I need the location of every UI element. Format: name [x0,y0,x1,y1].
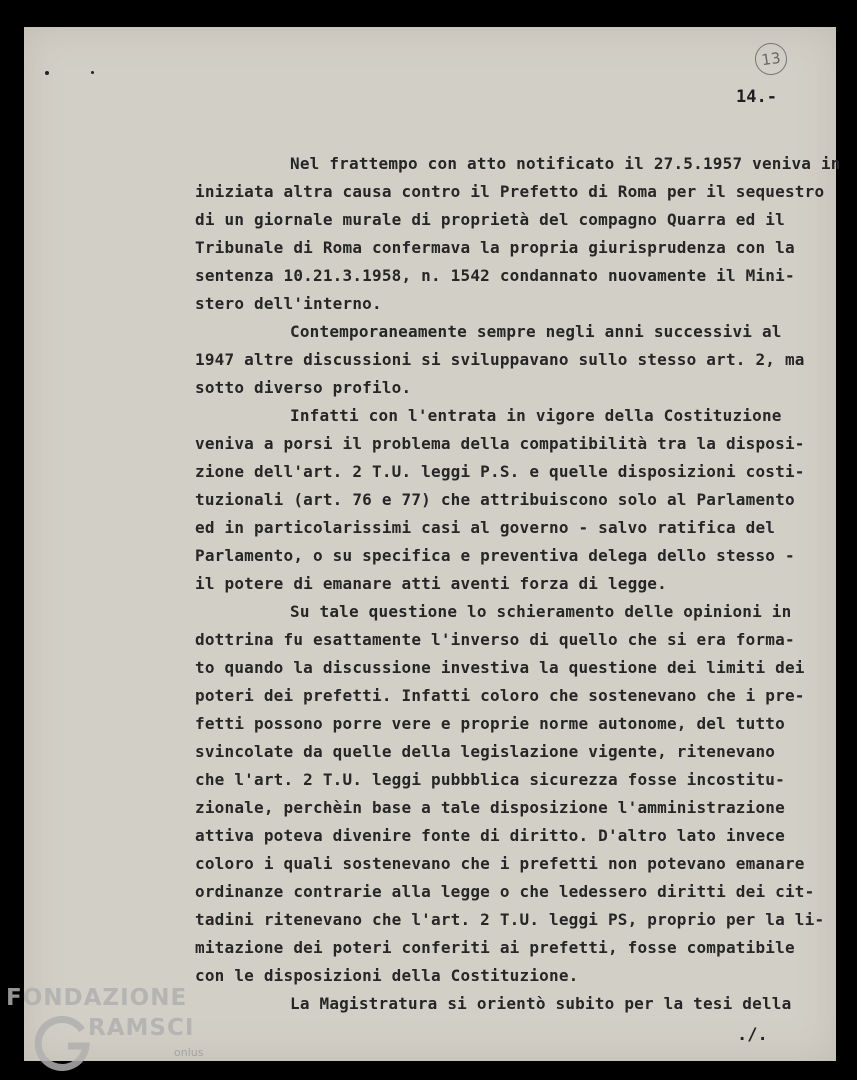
text-line: iniziata altra causa contro il Prefetto di Roma per il sequestro [195,182,825,201]
text-line: ordinanze contrarie alla legge o che ledessero diritti dei cit- [195,882,815,901]
text-line: to quando la discussione investiva la questione dei limiti dei [195,658,805,677]
text-line: Infatti con l'entrata in vigore della Costituzione [290,406,782,425]
text-line: veniva a porsi il problema della compatibilità tra la disposi- [195,434,805,453]
text-line: dottrina fu esattamente l'inverso di quello che si era forma- [195,630,795,649]
text-line: 1947 altre discussioni si sviluppavano sullo stesso art. 2, ma [195,350,805,369]
text-line: con le disposizioni della Costituzione. [195,966,579,985]
page-number: 14.- [736,87,777,107]
continuation-mark: ./. [737,1025,768,1045]
watermark-suffix: onlus [174,1046,204,1059]
text-line: sentenza 10.21.3.1958, n. 1542 condannato nuovamente il Mini- [195,266,795,285]
watermark-g-icon [34,1012,94,1072]
text-line: Parlamento, o su specifica e preventiva delega dello stesso - [195,546,795,565]
text-line: Nel frattempo con atto notificato il 27.5.1957 veniva in [290,154,841,173]
watermark-line2: RAMSCI [88,1015,195,1041]
text-line: sotto diverso profilo. [195,378,412,397]
archive-stamp-number: 13 [753,41,789,77]
text-line: di un giornale murale di proprietà del compagno Quarra ed il [195,210,785,229]
text-line: tuzionali (art. 76 e 77) che attribuiscono solo al Parlamento [195,490,795,509]
text-line: zionale, perchèin base a tale disposizione l'amministrazione [195,798,785,817]
text-line: La Magistratura si orientò subito per la tesi della [290,994,792,1013]
text-line: svincolate da quelle della legislazione vigente, ritenevano [195,742,776,761]
text-line: Tribunale di Roma confermava la propria giurisprudenza con la [195,238,795,257]
punch-mark [45,71,49,75]
text-line: zione dell'art. 2 T.U. leggi P.S. e quelle disposizioni costi- [195,462,805,481]
text-line: Contemporaneamente sempre negli anni successivi al [290,322,782,341]
text-line: poteri dei prefetti. Infatti coloro che sostenevano che i pre- [195,686,805,705]
text-line: attiva poteva divenire fonte di diritto. D'altro lato invece [195,826,785,845]
text-line: fetti possono porre vere e proprie norme autonome, del tutto [195,714,785,733]
text-line: mitazione dei poteri conferiti ai prefetti, fosse compatibile [195,938,795,957]
text-line: che l'art. 2 T.U. leggi pubbblica sicurezza fosse incostitu- [195,770,785,789]
watermark-line1: FONDAZIONE [6,985,188,1011]
text-line: coloro i quali sostenevano che i prefetti non potevano emanare [195,854,805,873]
text-line: Su tale questione lo schieramento delle opinioni in [290,602,792,621]
punch-mark [91,71,94,74]
text-line: ed in particolarissimi casi al governo - salvo ratifica del [195,518,776,537]
text-line: tadini ritenevano che l'art. 2 T.U. leggi PS, proprio per la li- [195,910,825,929]
text-line: stero dell'interno. [195,294,382,313]
text-line: il potere di emanare atti aventi forza di legge. [195,574,667,593]
